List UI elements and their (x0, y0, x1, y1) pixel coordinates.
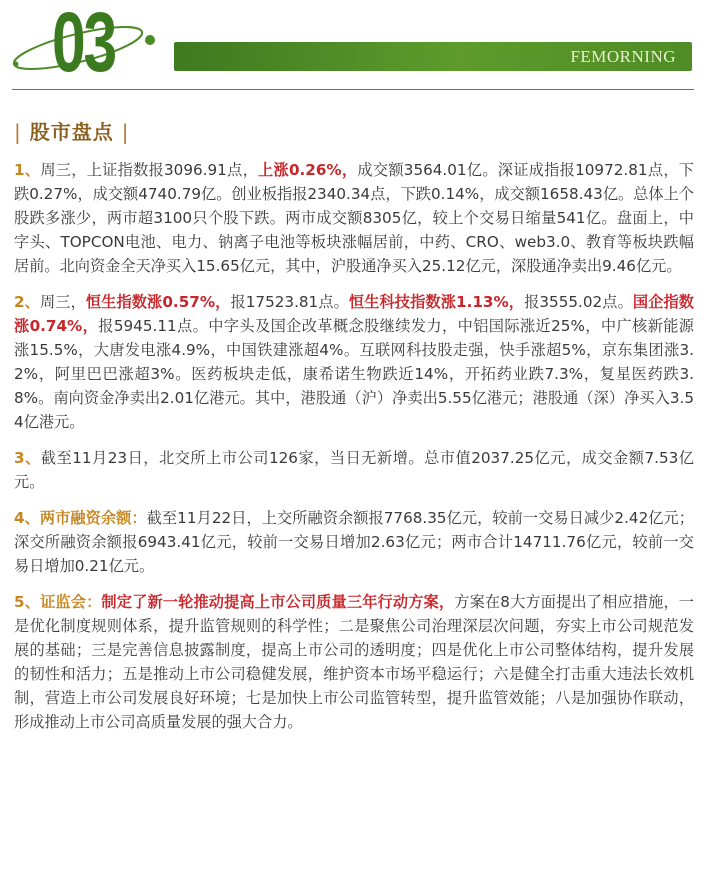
body-text: 成交额3564.01亿。深证成指报10972.81点，下跌0.27%，成交额4740.79亿。创业板指报2340.34点，下跌0.14%，成交额1658.43亿。总体上个股跌多涨少，两市超3100只个股下跌。两市成交额8305亿，较上个交易日缩量541亿。盘面上，中字头、TOPCON电池、电力、钠离子电池等板块涨幅居前，中药、CRO、web3.0、教育等板块跌幅居前。北向资金全天净买入15.65亿元，其中，沪股通净买入25.12亿元，深股通净卖出9.46亿元。 (14, 161, 694, 275)
body-text: 周三，上证指数报3096.91点， (40, 161, 259, 179)
article-content (14, 158, 694, 746)
highlight-text: 4、 (14, 509, 40, 527)
paragraph-1 (14, 158, 694, 278)
paragraph-5 (14, 590, 694, 734)
header-banner (174, 42, 692, 71)
highlight-text: 恒生科技指数涨1.13%， (348, 293, 525, 311)
section-number: 03 (52, 0, 115, 89)
body-text: 报5945.11点。中字头及国企改革概念股继续发力，中铝国际涨近25%，中广核新能源涨15.5%，大唐发电涨4.9%，中国铁建涨超4%。互联网科技股走强，快手涨超5%，京东集团涨3.2%，阿里巴巴涨超3%。医药板块走低，康希诺生物跌近14%，开拓药业跌7.3%，复星医药跌3.8%。南向资金净卖出2.01亿港元。其中，港股通（沪）净卖出5.55亿港元；港股通（深）净买入3.54亿港元。 (14, 317, 694, 431)
title-bar-left: | (14, 120, 22, 144)
banner-text: FEMORNING (570, 47, 676, 66)
body-text: 报3555.02点。 (524, 293, 633, 311)
highlight-text: 国企指数涨0.74%， (14, 293, 694, 335)
highlight-text: 制定了新一轮推动提高上市公司质量三年行动方案， (101, 593, 455, 611)
paragraph-2 (14, 290, 694, 434)
body-text: 报17523.81点。 (230, 293, 349, 311)
divider (12, 89, 694, 90)
body-text: 截至11月23日，北交所上市公司126家，当日无新增。总市值2037.25亿元，成交金额7.53亿元。 (14, 449, 694, 491)
section-title (14, 116, 129, 145)
highlight-text: 1、 (14, 161, 41, 179)
section-title-text: 股市盘点 (29, 120, 114, 144)
highlight-text: 2、 (14, 293, 40, 311)
body-text: 方案在8大方面提出了相应措施，一是优化制度规则体系，提升监管规则的科学性；二是聚焦公司治理深层次问题，夯实上市公司规范发展的基础；三是完善信息披露制度，提高上市公司的透明度；四是优化上市公司整体结构，提升发展的韧性和活力；五是推动上市公司稳健发展，维护资本市场平稳运行；六是健全打击重大违法长效机制，营造上市公司发展良好环境；七是加快上市公司监管转型，提升监管效能；八是加强协作联动，形成推动上市公司高质量发展的强大合力。 (14, 593, 694, 731)
paragraph-4 (14, 506, 694, 578)
header (0, 0, 706, 92)
body-text: 周三， (39, 293, 86, 311)
highlight-text: 证监会： (40, 593, 102, 611)
paragraph-3 (14, 446, 694, 494)
highlight-text: 恒生指数涨0.57%， (85, 293, 231, 311)
highlight-text: 两市融资余额： (39, 509, 147, 527)
highlight-text: 上涨0.26%， (258, 161, 358, 179)
highlight-text: 3、 (14, 449, 41, 467)
body-text: 截至11月22日，上交所融资余额报7768.35亿元，较前一交易日减少2.42亿元；深交所融资余额报6943.41亿元，较前一交易日增加2.63亿元；两市合计14711.76亿元，较前一交易日增加0.21亿元。 (14, 509, 694, 575)
title-bar-right: | (121, 120, 130, 144)
highlight-text: 5、 (14, 593, 41, 611)
